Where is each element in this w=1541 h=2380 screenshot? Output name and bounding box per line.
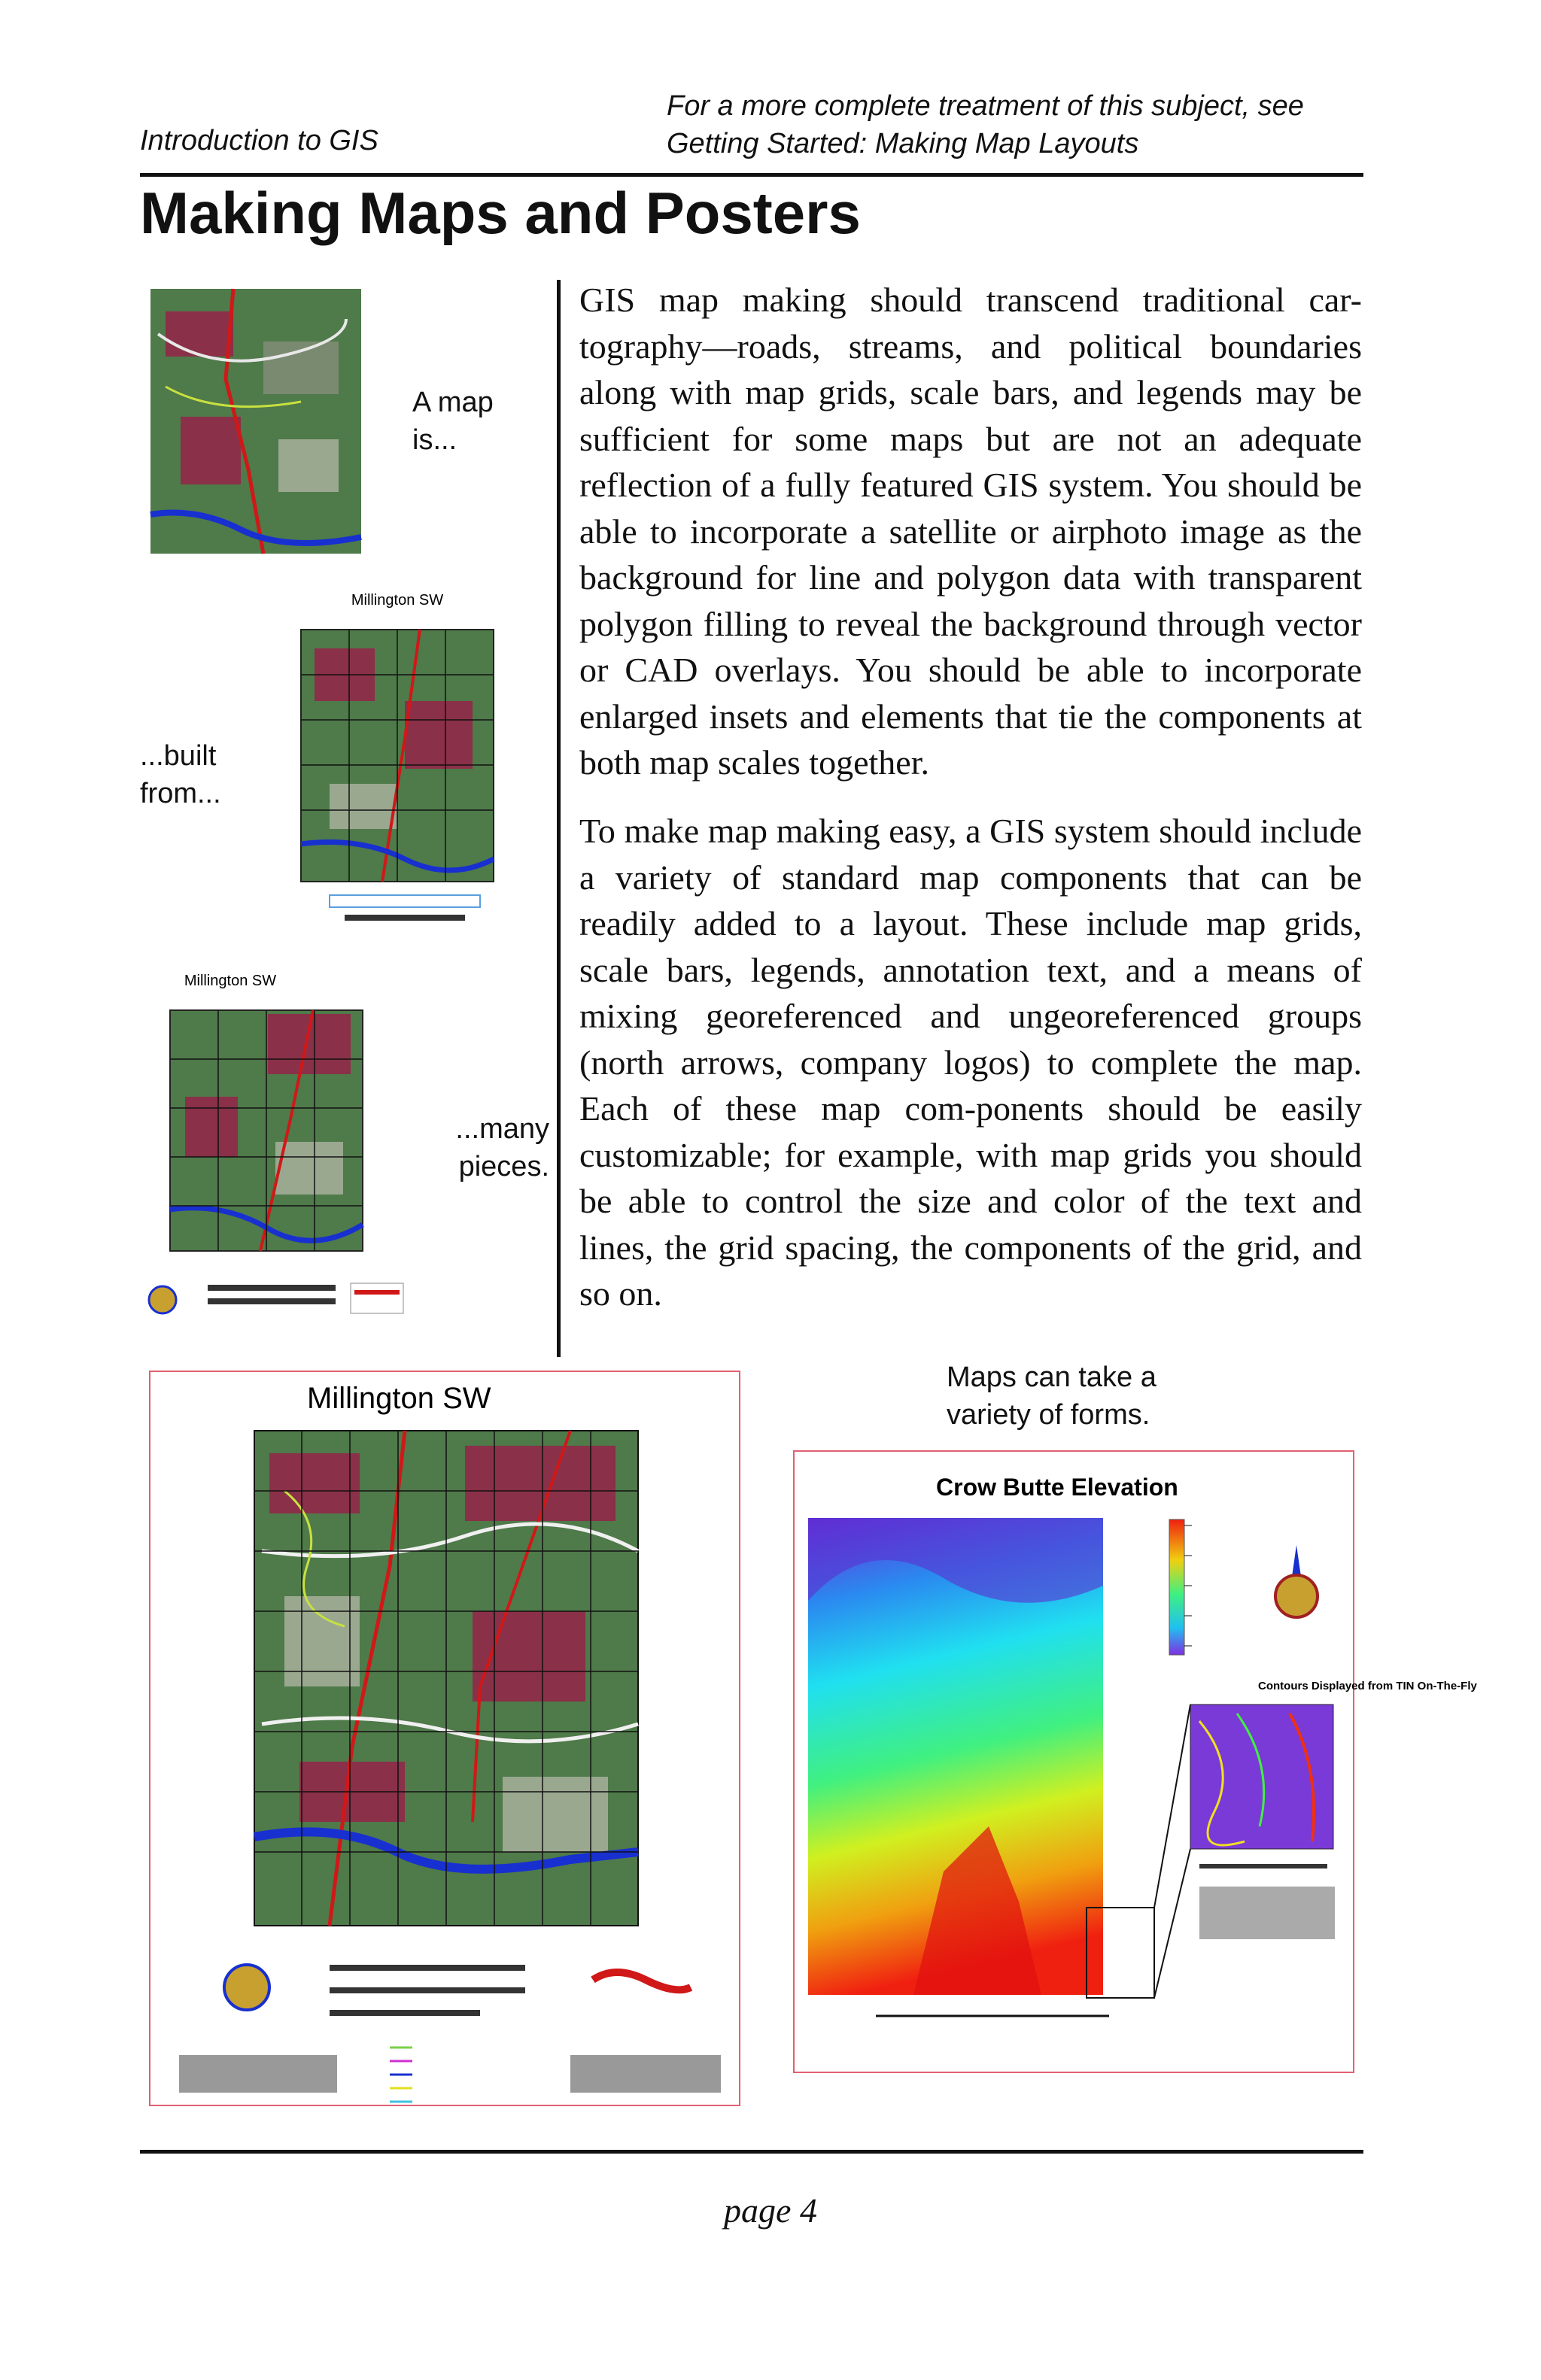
footer-rule bbox=[140, 2150, 1363, 2154]
header-section-title: Introduction to GIS bbox=[140, 125, 378, 156]
column-divider bbox=[557, 280, 561, 1357]
scale-bar-3 bbox=[330, 2010, 480, 2016]
crow-title: Crow Butte Elevation bbox=[936, 1474, 1178, 1501]
caption-many-pieces: ...many pieces. bbox=[455, 1113, 549, 1182]
caption-a-map: A map is... bbox=[412, 387, 494, 456]
header-reference-line2: Getting Started: Making Map Layouts bbox=[667, 128, 1139, 159]
paragraph-1: GIS map making should transcend traditional car-tography—roads, streams, and political boundaries along with map grids, scale bars, and legends may be sufficient for some maps but are not an adequate reflection of a fully featured GIS system. You should be able to incorporate a satellite or airphoto image as the background for line and polygon data with transparent polygon filling to reveal the background through vector or CAD overlays. You should be able to incorporate enlarged insets and elements that tie the components at both map scales together. bbox=[579, 281, 1362, 782]
paragraph-2: To make map making easy, a GIS system should include a variety of standard map components that can be readily added to a layout. These include map grids, scale bars, legends, annotation text, and a means of mixing georeferenced and ungeoreferenced groups (north arrows, company logos) to complete the map. Each of these map com-ponents should be easily customizable; for example, with map grids you should be able to control the size and color of the text and lines, the grid spacing, the components of the grid, and so on. bbox=[579, 812, 1362, 1313]
thumb3-title: Millington SW bbox=[184, 973, 277, 989]
caption-forms: Maps can take a variety of forms. bbox=[947, 1362, 1157, 1431]
scale-bar-1 bbox=[330, 1965, 525, 1971]
thumb2-title: Millington SW bbox=[351, 592, 444, 609]
map-thumbnail-2 bbox=[269, 588, 525, 949]
millington-title: Millington SW bbox=[307, 1382, 491, 1415]
header-reference-note bbox=[667, 87, 1304, 162]
map-thumbnail-1 bbox=[150, 289, 361, 554]
north-arrow-icon bbox=[224, 1965, 269, 2010]
page-number: page 4 bbox=[724, 2191, 817, 2230]
crow-butte-poster bbox=[793, 1450, 1477, 2073]
page-title: Making Maps and Posters bbox=[140, 180, 861, 246]
caption-built-from: ...built from... bbox=[140, 740, 221, 809]
contours-title: Contours Displayed from TIN On-The-Fly bbox=[1258, 1680, 1477, 1692]
millington-map-poster bbox=[149, 1371, 740, 2106]
map-thumbnail-3 bbox=[140, 969, 418, 1330]
compass-rose-icon bbox=[1275, 1575, 1318, 1617]
elevation-legend bbox=[1169, 1519, 1184, 1655]
compass-icon bbox=[149, 1286, 176, 1313]
header-reference-line1: For a more complete treatment of this subject, see bbox=[667, 90, 1304, 122]
header-rule bbox=[140, 173, 1363, 177]
scale-bar-2 bbox=[330, 1987, 525, 1993]
